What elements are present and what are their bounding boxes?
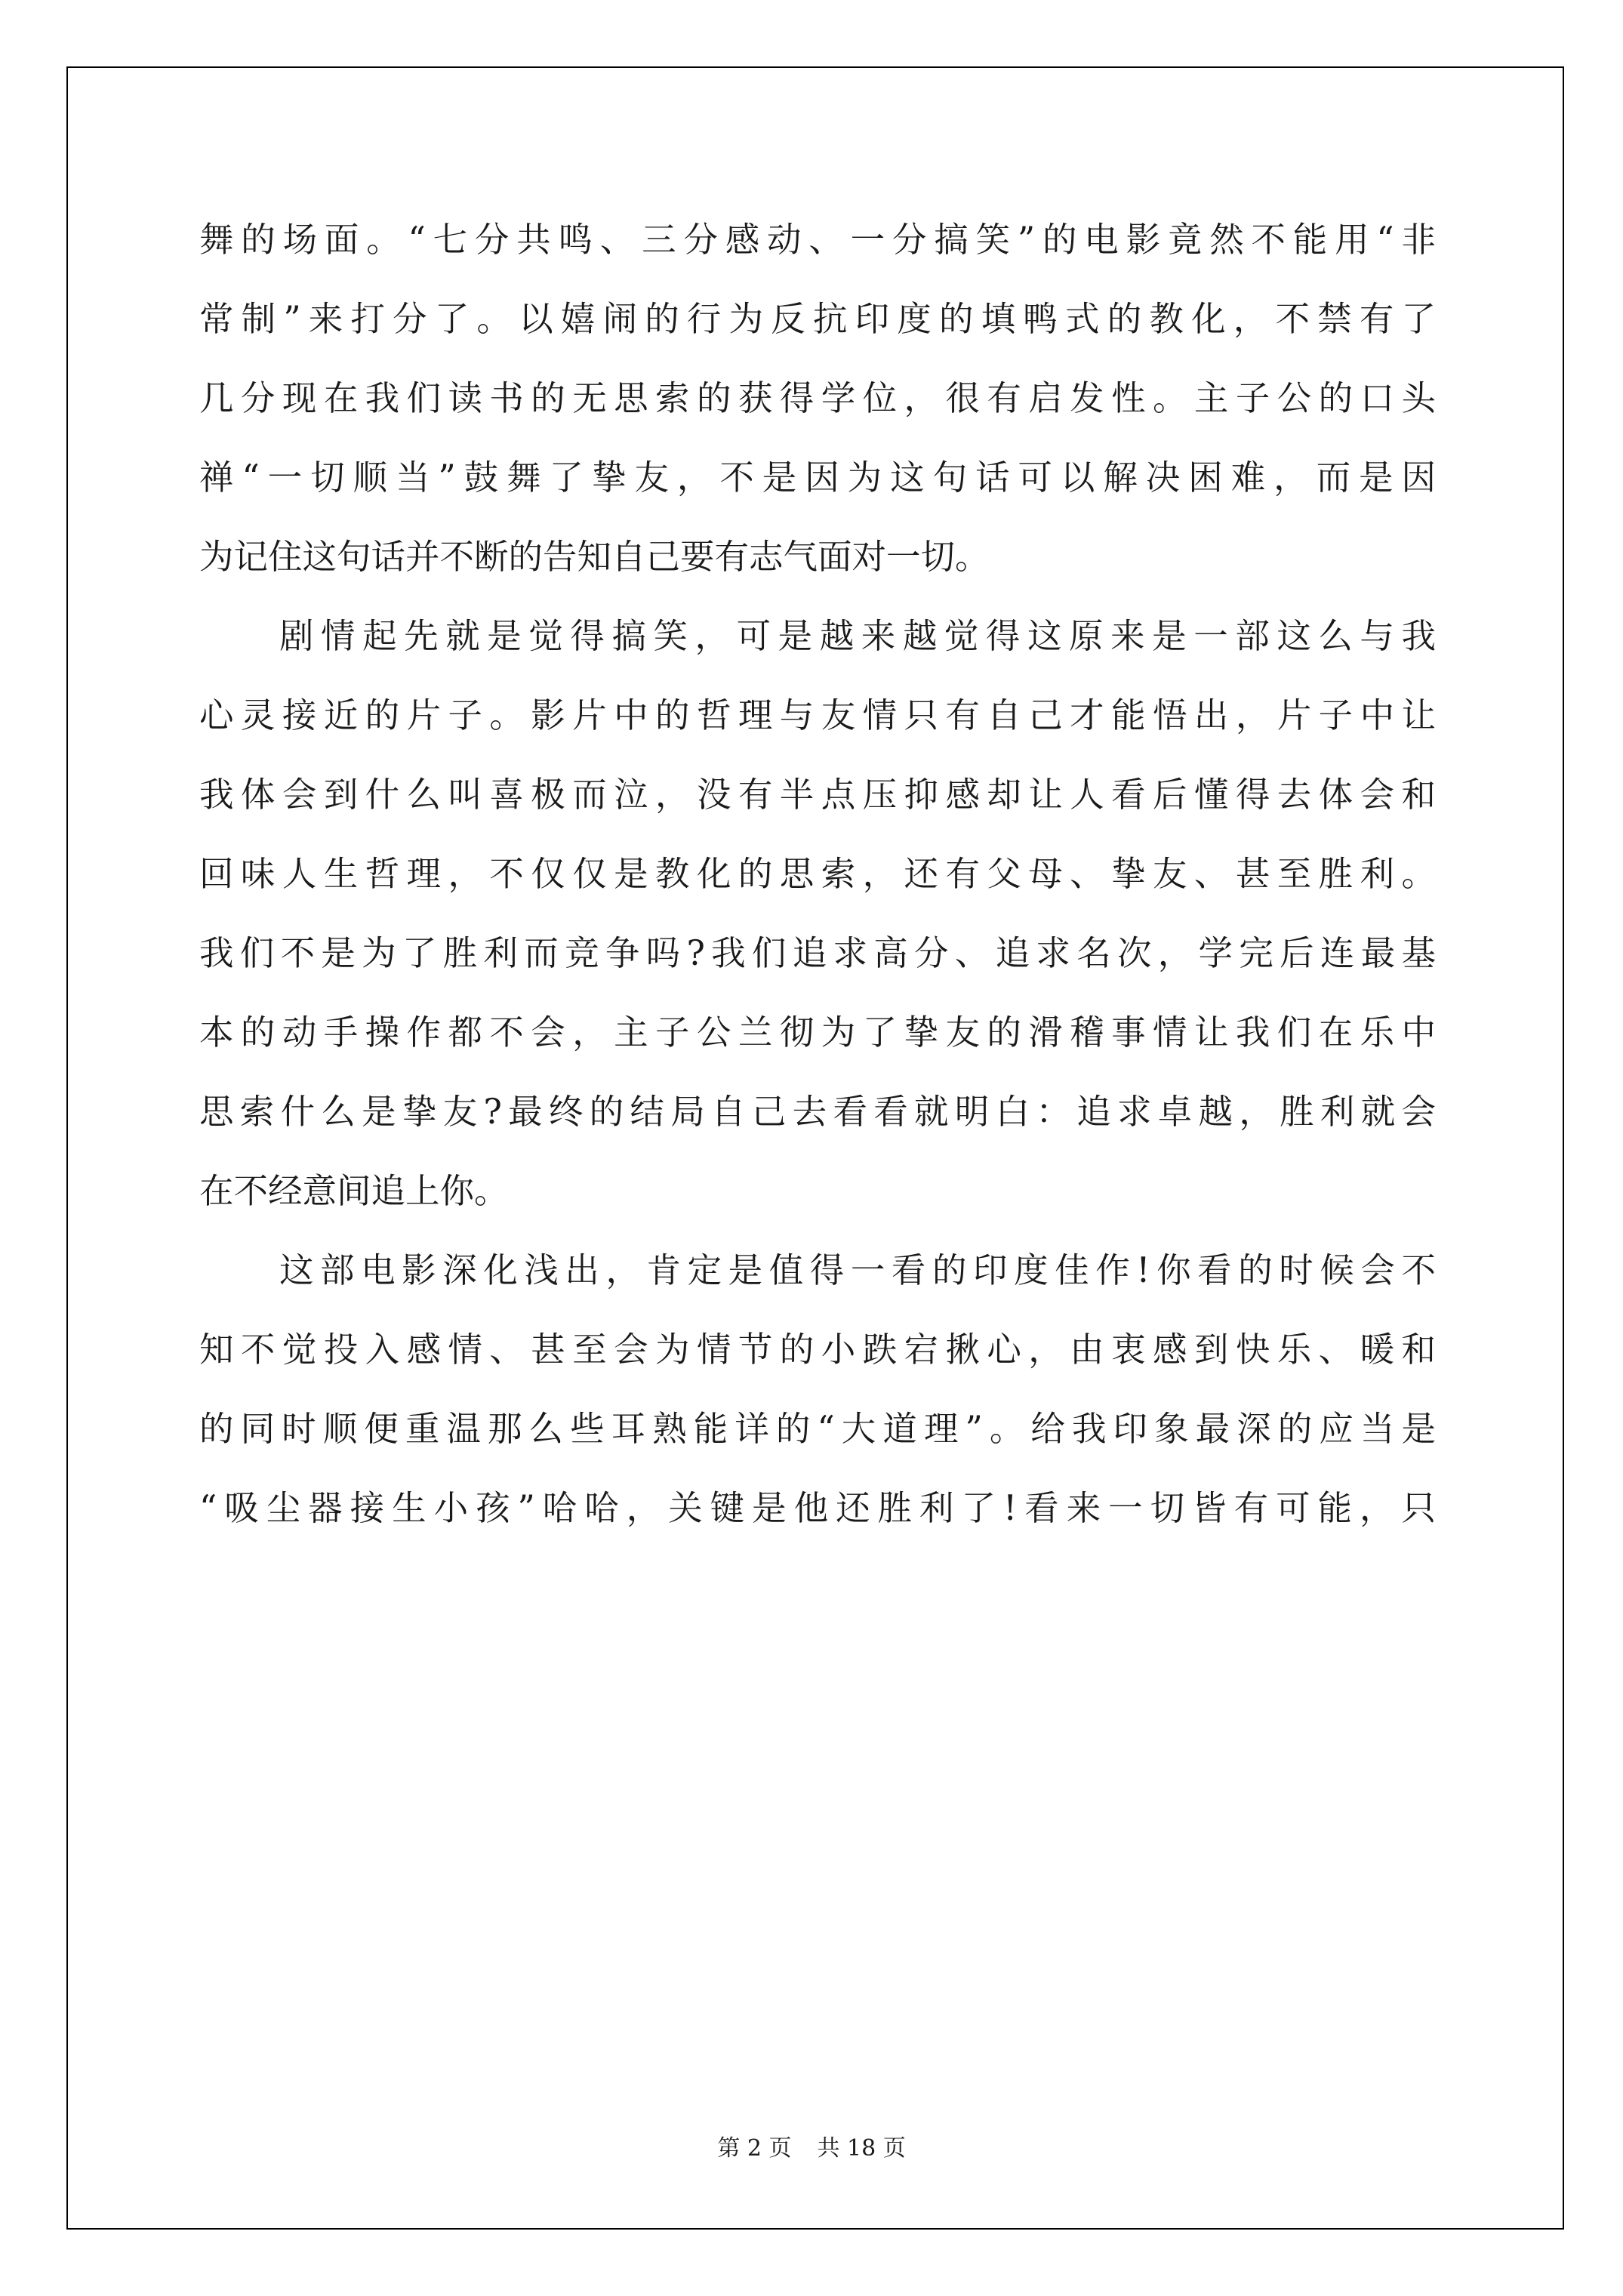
text-line: 思索什么是挚友?最终的结局自己去看看就明白：追求卓越，胜利就会 — [199, 1092, 1436, 1132]
text-line: 我体会到什么叫喜极而泣，没有半点压抑感却让人看后懂得去体会和 — [199, 775, 1436, 815]
text-line: 本的动手操作都不会，主子公兰彻为了挚友的滑稽事情让我们在乐中 — [199, 1012, 1436, 1052]
text-line: 的同时顺便重温那么些耳熟能详的“大道理”。给我印象最深的应当是 — [199, 1409, 1436, 1449]
page-footer — [0, 2134, 1623, 2164]
text-line: “吸尘器接生小孩”哈哈，关键是他还胜利了!看来一切皆有可能，只 — [199, 1488, 1436, 1528]
text-line: 舞的场面。“七分共鸣、三分感动、一分搞笑”的电影竟然不能用“非 — [199, 220, 1436, 260]
paragraph-start-line: 这部电影深化浅出，肯定是值得一看的印度佳作!你看的时候会不 — [279, 1250, 1436, 1290]
document-body — [199, 200, 1436, 1548]
page-total: 共 18 页 — [817, 2135, 906, 2162]
text-line: 知不觉投入感情、甚至会为情节的小跌宕揪心，由衷感到快乐、暖和 — [199, 1330, 1436, 1370]
text-line: 在不经意间追上你。 — [199, 1171, 509, 1211]
page-number: 第 2 页 — [717, 2135, 792, 2162]
text-line: 禅“一切顺当”鼓舞了挚友，不是因为这句话可以解决困难，而是因 — [199, 458, 1436, 498]
paragraph-start-line: 剧情起先就是觉得搞笑，可是越来越觉得这原来是一部这么与我 — [279, 616, 1436, 656]
text-line: 为记住这句话并不断的告知自己要有志气面对一切。 — [199, 537, 990, 577]
text-line: 常制”来打分了。以嬉闹的行为反抗印度的填鸭式的教化，不禁有了 — [199, 299, 1436, 339]
text-line: 几分现在我们读书的无思索的获得学位，很有启发性。主子公的口头 — [199, 378, 1436, 418]
text-line: 我们不是为了胜利而竞争吗?我们追求高分、追求名次，学完后连最基 — [199, 933, 1436, 973]
text-line: 回味人生哲理，不仅仅是教化的思索，还有父母、挚友、甚至胜利。 — [199, 854, 1436, 894]
text-line: 心灵接近的片子。影片中的哲理与友情只有自己才能悟出，片子中让 — [199, 695, 1436, 735]
